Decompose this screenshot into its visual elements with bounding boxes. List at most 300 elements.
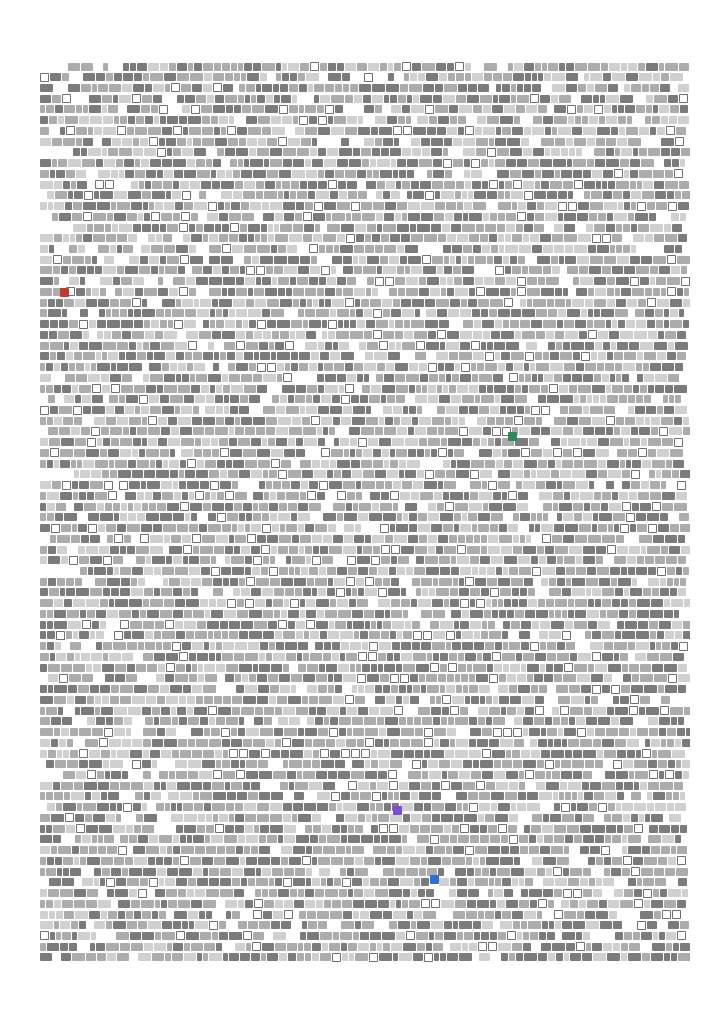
glyph-mark xyxy=(134,320,143,328)
glyph-mark xyxy=(239,513,245,521)
glyph-mark xyxy=(279,170,291,178)
glyph-mark xyxy=(429,116,437,124)
glyph-mark xyxy=(350,331,363,339)
glyph-mark xyxy=(283,814,291,822)
glyph-mark xyxy=(387,846,395,854)
glyph-line xyxy=(40,180,690,189)
glyph-mark xyxy=(256,578,269,586)
glyph-mark xyxy=(564,556,575,564)
glyph-mark xyxy=(86,664,92,672)
glyph-mark xyxy=(318,385,324,393)
glyph-mark xyxy=(223,642,234,650)
glyph-mark xyxy=(65,374,75,382)
glyph-mark xyxy=(249,631,262,639)
glyph-mark xyxy=(397,631,402,639)
glyph-mark xyxy=(339,148,352,156)
glyph-mark xyxy=(251,95,256,103)
glyph-mark xyxy=(495,138,506,146)
glyph-mark xyxy=(335,105,343,113)
glyph-mark xyxy=(499,610,506,618)
glyph-mark xyxy=(608,181,615,189)
glyph-mark xyxy=(212,181,220,189)
glyph-mark xyxy=(221,567,231,575)
glyph-mark xyxy=(243,449,256,457)
glyph-mark xyxy=(496,460,503,468)
glyph-mark xyxy=(508,524,518,532)
glyph-mark xyxy=(511,621,520,629)
glyph-mark xyxy=(332,256,342,264)
glyph-mark xyxy=(371,385,381,393)
glyph-mark xyxy=(391,599,400,607)
glyph-mark xyxy=(448,438,461,446)
glyph-mark xyxy=(123,427,129,435)
glyph-mark xyxy=(102,696,109,704)
glyph-mark xyxy=(650,481,660,489)
glyph-mark xyxy=(176,245,188,253)
glyph-mark xyxy=(254,621,267,629)
glyph-mark xyxy=(186,664,191,672)
glyph-mark xyxy=(645,417,650,425)
glyph-mark xyxy=(532,567,541,576)
glyph-mark xyxy=(399,782,408,790)
glyph-mark xyxy=(165,266,177,274)
glyph-mark xyxy=(325,105,334,114)
glyph-mark xyxy=(133,438,141,446)
glyph-mark xyxy=(171,707,176,715)
glyph-mark xyxy=(352,717,363,725)
glyph-mark xyxy=(322,331,327,339)
glyph-mark xyxy=(208,513,216,521)
glyph-mark xyxy=(185,470,195,478)
glyph-mark xyxy=(54,202,64,210)
glyph-mark xyxy=(463,148,475,156)
glyph-mark xyxy=(619,127,625,135)
glyph-mark xyxy=(226,170,232,178)
glyph-mark xyxy=(628,449,637,457)
glyph-mark xyxy=(496,567,502,575)
glyph-mark xyxy=(255,599,265,607)
glyph-mark xyxy=(401,728,414,736)
glyph-mark xyxy=(213,363,219,371)
glyph-mark xyxy=(602,653,613,661)
glyph-mark xyxy=(354,288,365,296)
glyph-mark xyxy=(524,460,537,468)
glyph-mark xyxy=(488,438,494,446)
glyph-mark xyxy=(226,460,232,468)
glyph-mark xyxy=(540,95,550,103)
glyph-mark xyxy=(506,224,515,232)
glyph-mark xyxy=(364,73,373,82)
glyph-mark xyxy=(407,717,413,725)
glyph-mark xyxy=(239,470,250,478)
glyph-mark xyxy=(239,631,248,639)
glyph-mark xyxy=(212,503,224,511)
glyph-mark xyxy=(90,556,102,564)
glyph-mark xyxy=(425,299,435,307)
glyph-mark xyxy=(505,191,510,199)
glyph-mark xyxy=(233,460,244,468)
glyph-mark xyxy=(328,578,333,586)
glyph-mark xyxy=(535,352,542,360)
glyph-mark xyxy=(487,116,499,124)
glyph-mark xyxy=(103,760,109,768)
glyph-mark xyxy=(268,674,278,682)
glyph-mark xyxy=(271,664,282,672)
glyph-mark xyxy=(123,803,132,812)
glyph-mark xyxy=(142,707,151,715)
glyph-mark xyxy=(554,825,566,833)
glyph-mark xyxy=(236,331,245,339)
glyph-mark xyxy=(251,588,261,596)
glyph-mark xyxy=(541,750,550,758)
glyph-mark xyxy=(370,299,381,307)
glyph-mark xyxy=(641,256,652,264)
glyph-mark xyxy=(413,653,426,661)
glyph-mark xyxy=(220,868,231,876)
glyph-mark xyxy=(311,256,317,264)
glyph-mark xyxy=(325,374,336,382)
glyph-mark xyxy=(441,191,454,199)
glyph-mark xyxy=(183,685,191,693)
glyph-mark xyxy=(251,782,260,790)
glyph-mark xyxy=(383,224,396,232)
glyph-mark xyxy=(457,803,462,811)
glyph-mark xyxy=(40,73,49,82)
glyph-mark xyxy=(476,287,485,296)
glyph-mark xyxy=(47,631,55,639)
glyph-mark xyxy=(475,846,487,854)
glyph-mark xyxy=(602,739,614,747)
glyph-mark xyxy=(539,492,552,500)
glyph-mark xyxy=(474,642,484,650)
glyph-mark xyxy=(75,438,86,446)
glyph-mark xyxy=(670,73,683,81)
glyph-mark xyxy=(533,299,546,307)
glyph-mark xyxy=(470,599,475,607)
glyph-mark xyxy=(567,105,576,114)
glyph-mark xyxy=(316,621,328,629)
glyph-mark xyxy=(607,545,616,554)
glyph-mark xyxy=(352,213,361,221)
glyph-line xyxy=(40,631,690,640)
glyph-mark xyxy=(256,266,265,275)
glyph-mark xyxy=(462,395,474,403)
glyph-mark xyxy=(314,95,319,103)
glyph-mark xyxy=(406,374,419,382)
glyph-mark xyxy=(402,105,410,113)
glyph-mark xyxy=(614,642,627,650)
glyph-mark xyxy=(665,63,678,71)
glyph-mark xyxy=(373,170,379,178)
glyph-mark xyxy=(574,835,582,843)
glyph-mark xyxy=(109,460,114,468)
glyph-mark xyxy=(249,674,256,682)
glyph-mark xyxy=(535,653,546,661)
glyph-mark xyxy=(92,384,101,393)
glyph-mark xyxy=(634,760,647,768)
glyph-mark xyxy=(665,770,674,779)
glyph-mark xyxy=(249,750,260,758)
glyph-mark xyxy=(549,578,556,586)
glyph-mark xyxy=(229,234,238,242)
glyph-mark xyxy=(272,524,279,532)
glyph-mark xyxy=(652,460,665,468)
glyph-mark xyxy=(678,202,689,210)
glyph-mark xyxy=(587,567,596,575)
glyph-line xyxy=(40,212,690,221)
glyph-mark xyxy=(72,846,79,854)
glyph-mark xyxy=(495,395,500,403)
glyph-mark xyxy=(424,803,431,811)
glyph-mark xyxy=(217,513,226,522)
glyph-mark xyxy=(286,653,296,661)
glyph-mark xyxy=(647,320,655,328)
glyph-mark xyxy=(595,288,606,296)
glyph-mark xyxy=(40,417,46,425)
glyph-mark xyxy=(585,696,590,704)
glyph-mark xyxy=(86,299,97,307)
glyph-mark xyxy=(676,567,682,575)
glyph-mark xyxy=(259,792,270,800)
glyph-mark xyxy=(40,438,48,446)
glyph-mark xyxy=(667,191,674,199)
glyph-mark xyxy=(289,760,302,768)
glyph-mark xyxy=(328,685,334,693)
glyph-mark xyxy=(162,127,172,135)
glyph-mark xyxy=(498,481,510,489)
glyph-mark xyxy=(290,750,303,758)
glyph-mark xyxy=(309,481,318,489)
glyph-mark xyxy=(564,728,576,736)
glyph-mark xyxy=(335,685,342,693)
glyph-mark xyxy=(126,674,137,682)
glyph-mark xyxy=(422,255,431,264)
glyph-mark xyxy=(160,224,166,232)
glyph-mark xyxy=(640,782,647,790)
glyph-mark xyxy=(464,159,470,167)
glyph-mark xyxy=(131,588,143,596)
glyph-mark xyxy=(661,739,666,747)
glyph-mark xyxy=(66,631,72,639)
glyph-mark xyxy=(272,868,283,876)
glyph-mark xyxy=(537,513,542,521)
glyph-mark xyxy=(529,728,540,736)
glyph-mark xyxy=(40,610,46,618)
glyph-mark xyxy=(684,707,690,715)
glyph-mark xyxy=(514,363,523,371)
glyph-mark xyxy=(189,127,201,135)
glyph-mark xyxy=(293,846,305,854)
glyph-mark xyxy=(457,202,463,210)
glyph-mark xyxy=(612,320,617,328)
glyph-mark xyxy=(346,588,351,596)
glyph-mark xyxy=(154,588,160,596)
glyph-mark xyxy=(437,503,444,511)
glyph-mark xyxy=(626,73,638,81)
glyph-mark xyxy=(288,438,295,446)
glyph-mark xyxy=(541,524,553,532)
glyph-mark xyxy=(598,470,607,478)
glyph-mark xyxy=(328,674,333,682)
glyph-mark xyxy=(232,524,237,532)
glyph-mark xyxy=(193,406,199,414)
glyph-mark xyxy=(307,385,317,393)
glyph-mark xyxy=(54,610,66,618)
glyph-mark xyxy=(197,825,205,833)
glyph-mark xyxy=(469,213,482,221)
glyph-mark xyxy=(40,84,53,92)
glyph-mark xyxy=(266,266,273,274)
glyph-mark xyxy=(568,782,581,790)
glyph-mark xyxy=(428,535,437,543)
glyph-mark xyxy=(469,288,475,296)
glyph-mark xyxy=(476,138,488,146)
glyph-mark xyxy=(337,277,346,285)
glyph-mark xyxy=(344,449,349,457)
glyph-mark xyxy=(57,750,62,758)
glyph-mark xyxy=(609,331,619,339)
glyph-mark xyxy=(471,460,484,468)
glyph-mark xyxy=(619,395,627,403)
glyph-mark xyxy=(252,567,260,575)
glyph-mark xyxy=(40,728,53,736)
glyph-mark xyxy=(489,739,499,747)
glyph-mark xyxy=(61,664,72,672)
glyph-mark xyxy=(513,546,522,554)
glyph-mark xyxy=(447,728,456,736)
glyph-mark xyxy=(172,191,181,199)
glyph-line xyxy=(40,534,690,543)
glyph-mark xyxy=(405,266,410,274)
glyph-mark xyxy=(458,835,469,843)
glyph-mark xyxy=(120,685,133,693)
glyph-mark xyxy=(626,460,631,468)
glyph-mark xyxy=(273,481,281,489)
glyph-mark xyxy=(198,814,205,822)
glyph-mark xyxy=(114,857,124,865)
glyph-mark xyxy=(552,266,560,274)
glyph-mark xyxy=(97,331,103,339)
glyph-mark xyxy=(455,503,468,511)
glyph-mark xyxy=(215,395,223,403)
glyph-mark xyxy=(214,631,221,639)
glyph-mark xyxy=(606,95,619,103)
glyph-mark xyxy=(378,653,386,661)
glyph-mark xyxy=(445,213,453,221)
glyph-mark xyxy=(494,342,505,350)
glyph-mark xyxy=(397,427,407,435)
glyph-mark xyxy=(509,782,518,790)
glyph-mark xyxy=(401,599,410,607)
glyph-mark xyxy=(566,642,575,650)
glyph-mark xyxy=(77,460,82,468)
glyph-mark xyxy=(199,191,206,199)
glyph-mark xyxy=(296,385,306,393)
glyph-mark xyxy=(466,535,473,543)
glyph-mark xyxy=(73,224,86,232)
glyph-mark xyxy=(40,95,51,103)
glyph-mark xyxy=(298,664,306,672)
glyph-mark xyxy=(243,503,252,511)
glyph-mark xyxy=(144,148,156,156)
glyph-mark xyxy=(439,578,452,586)
glyph-mark xyxy=(554,374,562,382)
glyph-mark xyxy=(472,73,483,81)
glyph-mark xyxy=(142,438,147,446)
glyph-mark xyxy=(548,460,555,468)
glyph-mark xyxy=(471,341,480,350)
glyph-mark xyxy=(246,857,257,865)
glyph-mark xyxy=(471,363,476,371)
glyph-mark xyxy=(555,546,568,554)
glyph-mark xyxy=(422,63,435,71)
glyph-mark xyxy=(63,256,71,264)
glyph-mark xyxy=(438,427,444,435)
glyph-mark xyxy=(414,567,425,575)
glyph-mark xyxy=(654,95,667,103)
glyph-mark xyxy=(307,664,318,672)
glyph-mark xyxy=(470,728,481,736)
glyph-mark xyxy=(470,825,479,833)
glyph-mark xyxy=(454,213,462,221)
glyph-mark xyxy=(461,299,467,307)
glyph-mark xyxy=(120,588,130,596)
glyph-mark xyxy=(595,728,605,736)
glyph-mark xyxy=(127,105,140,113)
glyph-mark xyxy=(148,234,155,242)
glyph-mark xyxy=(262,127,271,135)
glyph-mark xyxy=(633,148,638,156)
glyph-mark xyxy=(661,288,666,296)
glyph-mark xyxy=(433,578,438,586)
glyph-mark xyxy=(462,610,469,618)
glyph-mark xyxy=(379,417,384,425)
glyph-mark xyxy=(115,288,122,296)
glyph-mark xyxy=(54,181,62,189)
glyph-mark xyxy=(407,685,412,693)
glyph-mark xyxy=(164,73,176,81)
glyph-mark xyxy=(117,234,127,242)
glyph-mark xyxy=(72,481,78,489)
glyph-mark xyxy=(300,256,310,264)
glyph-mark xyxy=(239,84,245,92)
glyph-mark xyxy=(411,320,424,328)
glyph-mark xyxy=(518,202,526,210)
glyph-mark xyxy=(317,105,324,113)
glyph-mark xyxy=(215,95,224,103)
glyph-mark xyxy=(163,524,176,532)
glyph-mark xyxy=(162,159,172,167)
glyph-mark xyxy=(65,813,74,822)
glyph-mark xyxy=(347,492,355,500)
glyph-mark xyxy=(675,803,686,811)
glyph-mark xyxy=(356,234,364,242)
glyph-mark xyxy=(261,749,270,758)
glyph-mark xyxy=(616,417,624,425)
glyph-line xyxy=(40,384,690,393)
glyph-mark xyxy=(315,524,327,532)
glyph-mark xyxy=(154,717,159,725)
glyph-mark xyxy=(222,374,228,382)
glyph-line xyxy=(40,567,690,576)
glyph-mark xyxy=(544,73,551,81)
glyph-line xyxy=(40,427,690,436)
glyph-line xyxy=(40,277,690,286)
glyph-mark xyxy=(156,857,163,865)
glyph-mark xyxy=(124,535,131,543)
glyph-mark xyxy=(103,653,108,661)
glyph-mark xyxy=(463,320,473,328)
